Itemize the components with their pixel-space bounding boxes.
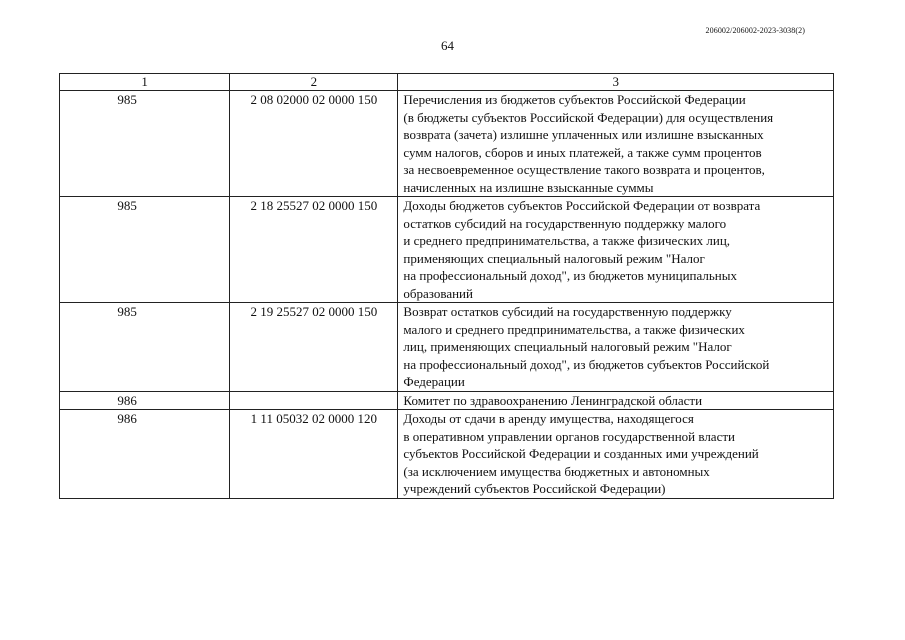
description-line: за несвоевременное осуществление такого возврата и процентов, [403,162,765,177]
column-header-2: 2 [230,74,398,91]
table-row [60,391,834,410]
description-line: Комитет по здравоохранению Ленинградской области [403,392,703,408]
description-cell [398,410,834,499]
description-line: остатков субсидий на государственную поддержку малого [403,215,727,231]
description-line: Перечисления из бюджетов субъектов Российской Федерации [403,92,746,107]
table-body [60,91,834,499]
description-line: (в бюджеты субъектов Российской Федерации) для осуществления [403,109,774,125]
admin-code-cell: 985 [60,197,230,303]
document-code: 206002/206002-2023-3038(2) [705,26,805,35]
table-row [60,410,834,499]
description-line: на профессиональный доход", из бюджетов муниципальных [403,268,737,283]
description-line: на профессиональный доход", из бюджетов субъектов Российской [403,356,770,372]
description-line: применяющих специальный налоговый режим "Налог [403,250,705,266]
budget-code-cell: 2 19 25527 02 0000 150 [230,303,398,392]
description-line: возврата (зачета) излишне уплаченных или излишне взысканных [403,127,764,142]
description-cell [398,197,834,303]
description-line: образований [403,285,473,301]
table-row [60,303,834,392]
description-line: и среднего предпринимательства, а также физических лиц, [403,233,731,248]
description-cell [398,303,834,392]
admin-code-cell: 985 [60,303,230,392]
description-line: начисленных на излишне взысканные суммы [403,179,654,195]
description-line: (за исключением имущества бюджетных и автономных [403,463,710,479]
admin-code-cell: 985 [60,91,230,197]
admin-code-cell: 986 [60,391,230,410]
budget-code-cell: 1 11 05032 02 0000 120 [230,410,398,499]
column-header-1: 1 [60,74,230,91]
table-row [60,197,834,303]
page-number: 64 [441,38,454,53]
table-row [60,91,834,197]
description-cell [398,391,834,410]
budget-code-cell: 2 18 25527 02 0000 150 [230,197,398,303]
description-cell [398,91,834,197]
table-header [60,74,834,91]
description-line: лиц, применяющих специальный налоговый режим "Налог [403,339,732,354]
description-line: субъектов Российской Федерации и созданных ими учреждений [403,446,759,461]
header-row [60,74,834,91]
column-header-3: 3 [398,74,834,91]
description-line: Доходы от сдачи в аренду имущества, находящегося [403,411,694,426]
budget-code-cell: 2 08 02000 02 0000 150 [230,91,398,197]
description-line: Доходы бюджетов субъектов Российской Федерации от возврата [403,198,761,213]
admin-code-cell: 986 [60,410,230,499]
description-line: малого и среднего предпринимательства, а также физических [403,321,745,337]
description-line: сумм налогов, сборов и иных платежей, а также сумм процентов [403,144,762,160]
description-line: Возврат остатков субсидий на государственную поддержку [403,304,732,319]
description-line: учреждений субъектов Российской Федерации) [403,481,666,496]
description-line: Федерации [403,374,465,389]
budget-classification-table [59,73,834,499]
description-line: в оперативном управлении органов государственной власти [403,428,735,444]
budget-code-cell [230,391,398,410]
